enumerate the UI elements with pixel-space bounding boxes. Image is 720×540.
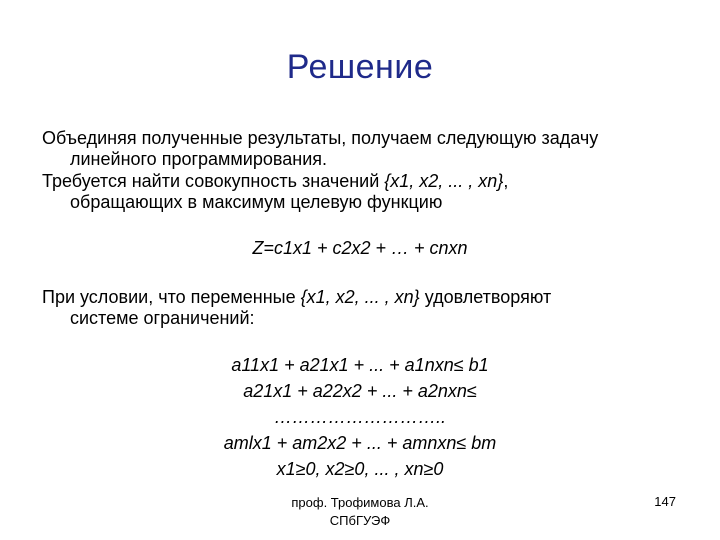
requirement-punct: , — [503, 171, 509, 191]
variable-set: {x1, x2, ... , xn} — [384, 171, 504, 191]
paragraph-intro — [42, 128, 692, 170]
paragraph-condition-line2: системе ограничений: — [70, 308, 255, 328]
paragraph-condition-line1 — [42, 287, 692, 308]
footer-institution: СПбГУЭФ — [329, 513, 391, 528]
paragraph-requirement — [42, 171, 692, 213]
page-number: 147 — [654, 494, 676, 509]
constraint-system — [0, 352, 720, 482]
constraint-row: a11x1 + a21x1 + ... + a1nxn≤ b1 — [231, 355, 489, 375]
constraint-row: a21x1 + a22x2 + ... + a2nxn≤ — [243, 381, 477, 401]
slide-title: Решение — [286, 48, 434, 86]
slide-footer — [250, 494, 470, 530]
condition-text: При условии, что переменные — [42, 287, 301, 307]
requirement-text: Требуется найти совокупность значений — [42, 171, 385, 191]
paragraph-condition — [42, 287, 692, 329]
paragraph-intro-line2: линейного программирования. — [70, 149, 327, 169]
condition-variable-set: {x1, x2, ... , xn} — [300, 287, 420, 307]
paragraph-requirement-line2: обращающих в максимум целевую функцию — [70, 192, 443, 212]
paragraph-requirement-line1 — [42, 171, 692, 192]
objective-function: Z=c1x1 + c2x2 + … + cnxn — [252, 238, 468, 258]
footer-author: проф. Трофимова Л.А. — [291, 495, 429, 510]
constraint-row: ……………………….. — [273, 407, 446, 427]
constraint-row: x1≥0, x2≥0, ... , xn≥0 — [276, 459, 444, 479]
paragraph-intro-line1: Объединяя полученные результаты, получаем следующую задачу — [42, 128, 599, 148]
constraint-row: amlx1 + am2x2 + ... + amnxn≤ bm — [223, 433, 497, 453]
condition-text-end: удовлетворяют — [419, 287, 552, 307]
